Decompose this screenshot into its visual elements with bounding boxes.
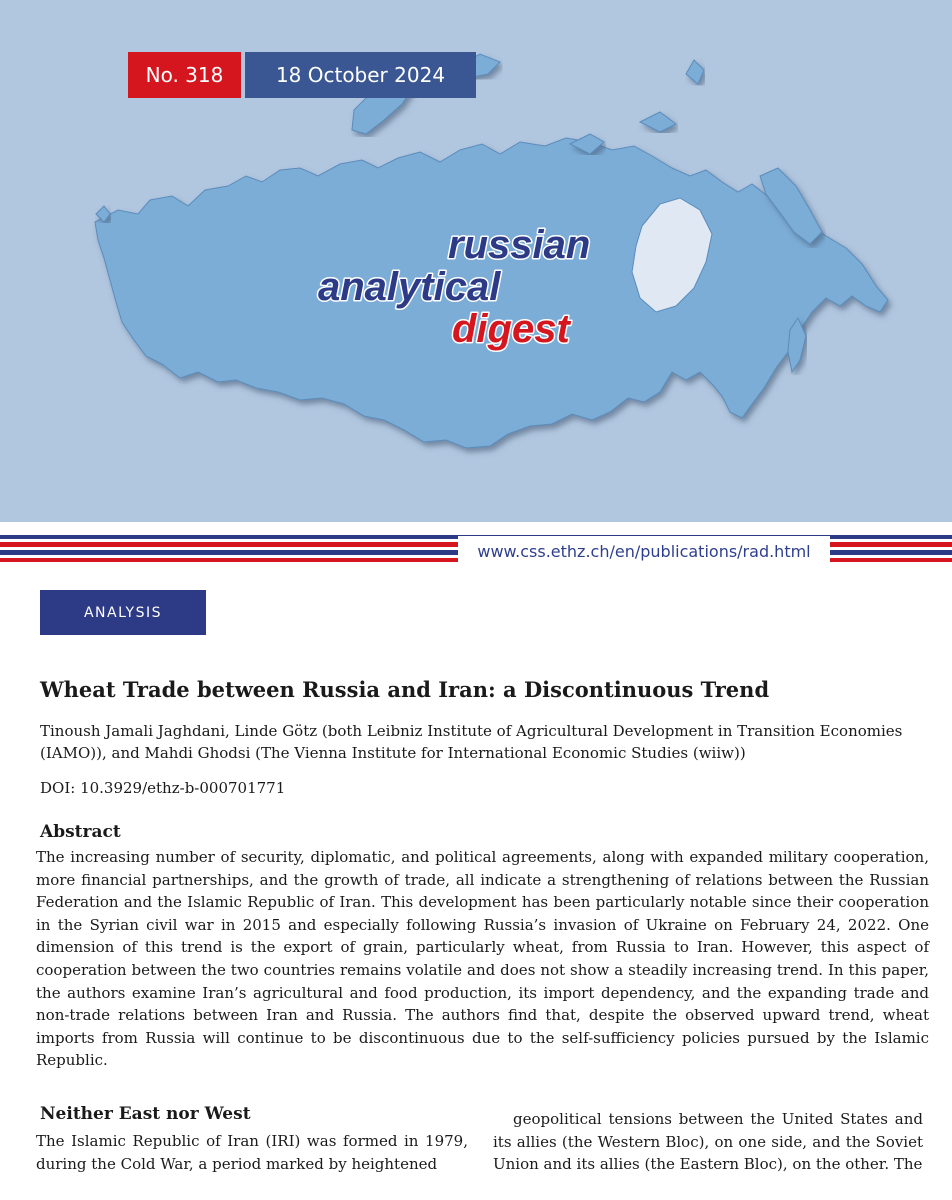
article-authors: Tinoush Jamali Jaghdani, Linde Götz (both Leibniz Institute of Agricultural Development in Transition Economies (IAMO)), and Mahdi Ghodsi (The Vienna Institute for International Economic Studies (wiiw)) xyxy=(40,722,903,762)
digest-logo xyxy=(300,222,660,352)
logo-line-1: russian xyxy=(448,223,591,267)
logo-line-2: analytical xyxy=(318,265,501,309)
body-text-left-column: The Islamic Republic of Iran (IRI) was formed in 1979, during the Cold War, a period marked by heightened xyxy=(36,1132,468,1173)
section-label: ANALYSIS xyxy=(40,590,206,635)
publication-url-link[interactable]: www.css.ethz.ch/en/publications/rad.html xyxy=(458,536,830,566)
article-title: Wheat Trade between Russia and Iran: a Discontinuous Trend xyxy=(40,677,770,702)
section-heading: Neither East nor West xyxy=(40,1104,251,1124)
abstract-heading: Abstract xyxy=(40,822,121,842)
abstract-text: The increasing number of security, diplomatic, and political agreements, along with expanded military cooperation, more financial partnerships, and the growth of trade, all indicate a strengthening of relations between the Russian Federation and the Islamic Republic of Iran. This development has been particularly notable since their cooperation in the Syrian civil war in 2015 and especially following Russia’s invasion of Ukraine on February 24, 2022. One dimension of this trend is the export of grain, particularly wheat, from Russia to Iran. However, this aspect of cooperation between the two countries remains volatile and does not show a steadily increasing trend. In this paper, the authors examine Iran’s agricultural and food production, its import dependency, and the expanding trade and non-trade relations between Iran and Russia. The authors find that, despite the observed upward trend, wheat imports from Russia will continue to be discontinuous due to the self-sufficiency policies pursued by the Islamic Republic. xyxy=(36,848,929,1070)
logo-line-3: digest xyxy=(452,307,570,351)
issue-number-badge: No. 318 xyxy=(128,52,241,98)
article-doi: DOI: 10.3929/ethz-b-000701771 xyxy=(40,779,286,797)
issue-date-badge: 18 October 2024 xyxy=(245,52,476,98)
body-text-right-column: geopolitical tensions between the United States and its allies (the Western Bloc), on one side, and the Soviet Union and its allies (the Eastern Bloc), on the other. The xyxy=(493,1110,923,1174)
header-banner xyxy=(0,0,952,522)
